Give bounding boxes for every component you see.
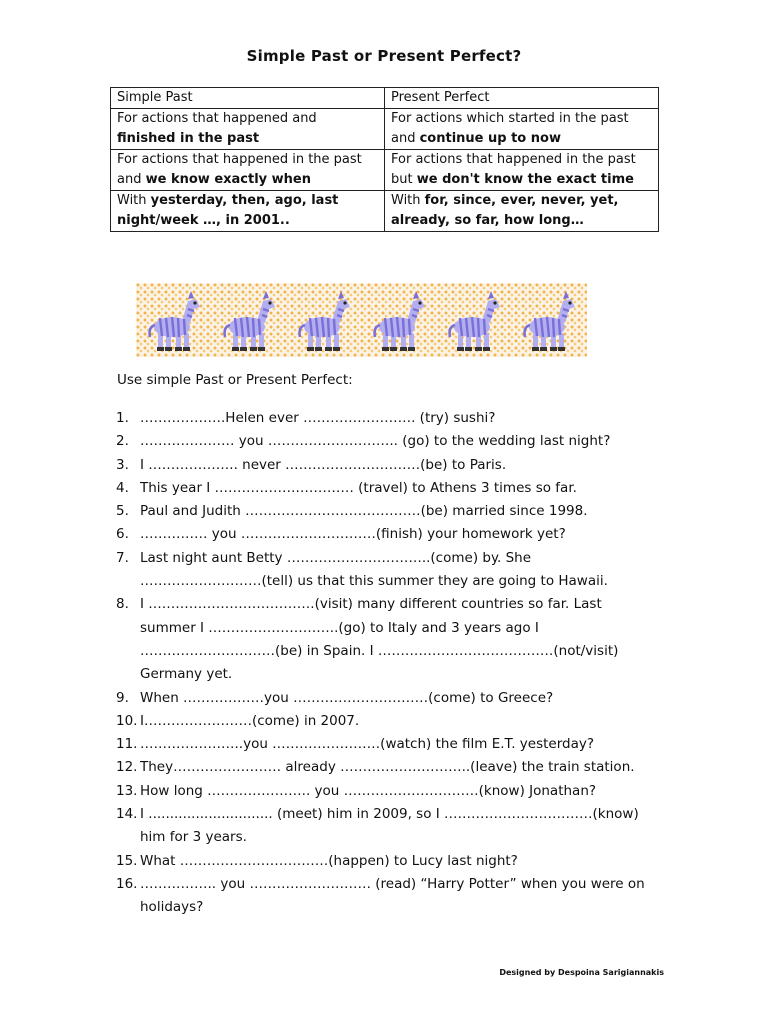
zebra-icon bbox=[519, 287, 579, 353]
table-row bbox=[111, 191, 659, 232]
exercise-text: I ……………….. never …………………………(be) to Paris. bbox=[140, 456, 507, 473]
exercise-item bbox=[116, 593, 656, 686]
cell-text: With bbox=[391, 193, 425, 208]
table-header-cell: Simple Past bbox=[111, 88, 385, 109]
zebra-icon bbox=[144, 287, 204, 353]
table-cell bbox=[111, 109, 385, 150]
table-cell bbox=[111, 150, 385, 191]
exercise-item bbox=[116, 454, 656, 477]
exercise-text: I ............................. (meet) him in 2009, so I ……………………………(know) him for 3 years. bbox=[140, 806, 639, 846]
exercise-item bbox=[116, 850, 656, 873]
table-cell bbox=[385, 191, 659, 232]
exercise-number: 10. bbox=[116, 712, 138, 729]
exercise-text: This year I ……………….………… (travel) to Athens 3 times so far. bbox=[140, 479, 577, 496]
exercise-text: …………………..you ……………………(watch) the film E.T. yesterday? bbox=[140, 736, 595, 753]
exercise-number: 16. bbox=[116, 875, 138, 892]
exercise-list bbox=[116, 407, 656, 920]
exercise-text: ………………… you ……………………….. (go) to the wedding last night? bbox=[140, 433, 611, 450]
exercise-item bbox=[116, 687, 656, 710]
exercise-item bbox=[116, 803, 656, 850]
table-cell bbox=[385, 109, 659, 150]
exercise-number: 3. bbox=[116, 456, 129, 473]
exercise-text: How long ………………….. you …………………………(know) Jonathan? bbox=[140, 782, 597, 799]
exercise-text: What ……………………………(happen) to Lucy last night? bbox=[140, 852, 518, 869]
exercise-text: ……………….Helen ever ……………………. (try) sushi? bbox=[140, 410, 496, 426]
table-row bbox=[111, 109, 659, 150]
exercise-number: 9. bbox=[116, 689, 129, 706]
exercise-text: …………….. you ……………………… (read) “Harry Potter” when you were on holidays? bbox=[140, 875, 645, 916]
exercise-text: Paul and Judith …………………………………(be) married since 1998. bbox=[140, 503, 588, 520]
zebra-icon bbox=[219, 287, 279, 353]
exercise-item bbox=[116, 407, 656, 430]
emphasis-text: we know exactly when bbox=[145, 172, 312, 187]
cell-text: For actions that happened in the past but bbox=[391, 152, 636, 187]
footer-credit: Designed by Despoina Sarigiannakis bbox=[499, 968, 664, 977]
exercise-number: 13. bbox=[116, 782, 138, 799]
exercise-number: 6. bbox=[116, 526, 129, 543]
exercise-item bbox=[116, 430, 656, 453]
exercise-number: 14. bbox=[116, 806, 138, 823]
emphasis-text: we don't know the exact time bbox=[416, 172, 634, 187]
emphasis-text: finished in the past bbox=[117, 131, 260, 146]
exercise-item bbox=[116, 710, 656, 733]
exercise-number: 8. bbox=[116, 596, 129, 613]
cell-text: For actions which started in the past and bbox=[391, 111, 629, 146]
zebra-icon bbox=[294, 287, 354, 353]
exercise-number: 5. bbox=[116, 503, 129, 520]
emphasis-text: yesterday, then, ago, last night/week …, in 2001.. bbox=[117, 193, 339, 228]
exercise-text: Last night aunt Betty …………………………..(come) by. She ………………………(tell) us that this summer they are going to Hawaii. bbox=[140, 549, 608, 590]
cell-text: For actions that happened in the past and bbox=[117, 152, 362, 187]
grammar-rules-table bbox=[110, 87, 659, 232]
exercise-item bbox=[116, 733, 656, 756]
exercise-number: 15. bbox=[116, 852, 138, 869]
exercise-text: They…………………… already ………………………..(leave) the train station. bbox=[140, 759, 635, 776]
exercise-item bbox=[116, 780, 656, 803]
table-header-row bbox=[111, 88, 659, 109]
exercise-number: 7. bbox=[116, 549, 129, 566]
exercise-number: 11. bbox=[116, 736, 138, 753]
exercise-item bbox=[116, 500, 656, 523]
worksheet-title: Simple Past or Present Perfect? bbox=[246, 47, 522, 65]
exercise-item bbox=[116, 523, 656, 546]
cell-text: For actions that happened and bbox=[117, 111, 317, 126]
emphasis-text: for, since, ever, never, yet, already, so far, how long… bbox=[391, 193, 619, 228]
zebra-banner bbox=[136, 283, 587, 357]
exercise-text: I ……………………………….(visit) many different countries so far. Last summer I ………………………..(go) to Italy and 3 years ago I …………………………(be) in Spain. I …………………………………(not/visit) Germany yet. bbox=[140, 596, 619, 683]
table-cell bbox=[385, 150, 659, 191]
exercise-number: 1. bbox=[116, 410, 129, 426]
exercise-item bbox=[116, 547, 656, 594]
exercise-text: …………… you …………………………(finish) your homework yet? bbox=[140, 526, 566, 543]
instructions: Use simple Past or Present Perfect: bbox=[117, 372, 353, 388]
table-row bbox=[111, 150, 659, 191]
exercise-number: 4. bbox=[116, 479, 129, 496]
exercise-number: 2. bbox=[116, 433, 129, 450]
exercise-text: When ………………you …………………………(come) to Greece? bbox=[140, 689, 554, 706]
table-header-cell: Present Perfect bbox=[385, 88, 659, 109]
emphasis-text: continue up to now bbox=[419, 131, 561, 146]
exercise-item bbox=[116, 477, 656, 500]
table-cell bbox=[111, 191, 385, 232]
exercise-item bbox=[116, 873, 656, 920]
zebra-icon bbox=[369, 287, 429, 353]
exercise-text: I……………………(come) in 2007. bbox=[140, 712, 360, 729]
cell-text: With bbox=[117, 193, 151, 208]
exercise-item bbox=[116, 756, 656, 779]
exercise-number: 12. bbox=[116, 759, 138, 776]
zebra-icon bbox=[444, 287, 504, 353]
